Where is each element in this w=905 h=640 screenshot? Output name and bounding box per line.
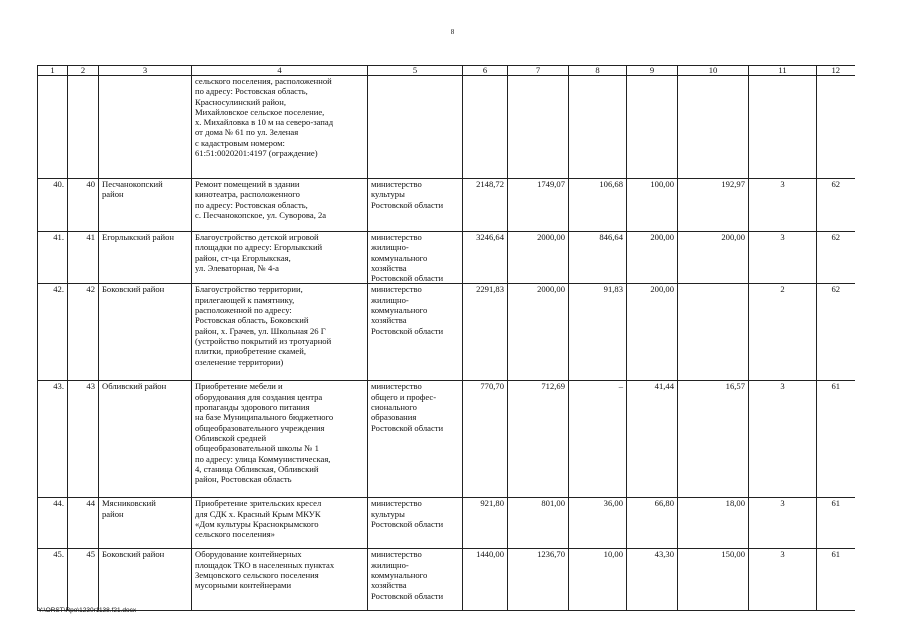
row-value-col9: 100,00	[627, 179, 678, 232]
row-value-col12: 61	[817, 381, 855, 498]
row-value-regional: 2000,00	[508, 232, 569, 284]
row-value-col11: 3	[749, 381, 817, 498]
row-value-col12: 61	[817, 549, 855, 611]
row-index: 44	[68, 498, 99, 549]
column-header: 10	[678, 66, 749, 76]
row-value-col10: 16,57	[678, 381, 749, 498]
table-row	[38, 179, 855, 232]
column-header: 7	[508, 66, 569, 76]
row-description: сельского поселения, расположенной по адресу: Ростовская область, Красносулинский район, Михайловское сельское поселение, х. Михайловка в 10 м на северо-запад от дома № 61 по ул. Зеленая с кадастровым номером: 61:51:0020201:4197 (ограждение)	[192, 76, 368, 179]
row-value-regional: 1236,70	[508, 549, 569, 611]
row-ministry: министерство жилищно- коммунального хозяйства Ростовской области	[368, 549, 463, 611]
file-path-footer: Y:\ORST\Rpo\1230r1138.f21.docx	[38, 607, 137, 614]
column-header: 1	[38, 66, 68, 76]
row-description: Приобретение зрительских кресел для СДК х. Красный Крым МКУК «Дом культуры Краснокрымского сельского поселения»	[192, 498, 368, 549]
row-index: 45	[68, 549, 99, 611]
row-value-total: 770,70	[463, 381, 508, 498]
row-index: 41	[68, 232, 99, 284]
row-value-col9: 66,80	[627, 498, 678, 549]
row-value-total: 2148,72	[463, 179, 508, 232]
row-district: Егорлыкский район	[99, 232, 192, 284]
row-ministry: министерство культуры Ростовской области	[368, 498, 463, 549]
row-value-local: 36,00	[569, 498, 627, 549]
table-row	[38, 232, 855, 284]
column-header: 2	[68, 66, 99, 76]
row-value-col11: 3	[749, 179, 817, 232]
row-value-local: 91,83	[569, 284, 627, 381]
row-description: Ремонт помещений в здании кинотеатра, расположенного по адресу: Ростовская область, с. Песчанокопское, ул. Суворова, 2а	[192, 179, 368, 232]
row-value-col10: 200,00	[678, 232, 749, 284]
row-value-local: 846,64	[569, 232, 627, 284]
row-value-regional: 2000,00	[508, 284, 569, 381]
row-number: 40.	[38, 179, 68, 232]
row-value-total: 3246,64	[463, 232, 508, 284]
row-value-col11: 3	[749, 549, 817, 611]
row-district: Боковский район	[99, 284, 192, 381]
row-ministry: министерство жилищно- коммунального хозяйства Ростовской области	[368, 232, 463, 284]
row-value-col10: 150,00	[678, 549, 749, 611]
row-number: 45.	[38, 549, 68, 611]
row-index: 40	[68, 179, 99, 232]
row-district: Песчанокопский район	[99, 179, 192, 232]
row-district: Мясниковский район	[99, 498, 192, 549]
row-value-col10: 192,97	[678, 179, 749, 232]
row-value-col10: 18,00	[678, 498, 749, 549]
row-number: 41.	[38, 232, 68, 284]
data-table	[37, 65, 855, 611]
row-description: Благоустройство территории, прилегающей к памятнику, расположенной по адресу: Ростовская область, Боковский район, х. Грачев, ул. Школьная 26 Г (устройство покрытий из тротуарной плитки, приобретение скамей, озеленение территории)	[192, 284, 368, 381]
row-description: Оборудование контейнерных площадок ТКО в населенных пунктах Земцовского сельского поселения мусорными контейнерами	[192, 549, 368, 611]
page-number: 8	[450, 28, 455, 36]
row-value-col12: 61	[817, 498, 855, 549]
column-header: 11	[749, 66, 817, 76]
row-district: Обливский район	[99, 381, 192, 498]
row-value-col10	[678, 284, 749, 381]
row-ministry: министерство общего и профес- сионального образования Ростовской области	[368, 381, 463, 498]
row-value-regional: 801,00	[508, 498, 569, 549]
table-row	[38, 498, 855, 549]
column-header: 4	[192, 66, 368, 76]
column-header: 9	[627, 66, 678, 76]
column-header: 5	[368, 66, 463, 76]
column-header: 8	[569, 66, 627, 76]
row-number: 44.	[38, 498, 68, 549]
row-ministry: министерство жилищно- коммунального хозяйства Ростовской области	[368, 284, 463, 381]
row-index: 42	[68, 284, 99, 381]
row-value-col9: 200,00	[627, 232, 678, 284]
row-value-total: 921,80	[463, 498, 508, 549]
row-value-col12: 62	[817, 284, 855, 381]
row-description: Благоустройство детской игровой площадки по адресу: Егорлыкский район, ст-ца Егорлыкская, ул. Элеваторная, № 4-а	[192, 232, 368, 284]
row-district: Боковский район	[99, 549, 192, 611]
row-value-regional: 1749,07	[508, 179, 569, 232]
column-header: 12	[817, 66, 855, 76]
row-ministry: министерство культуры Ростовской области	[368, 179, 463, 232]
row-index: 43	[68, 381, 99, 498]
table-row	[38, 284, 855, 381]
table-row	[38, 549, 855, 611]
column-header: 3	[99, 66, 192, 76]
row-value-local: –	[569, 381, 627, 498]
row-value-col12: 62	[817, 232, 855, 284]
row-value-col9: 200,00	[627, 284, 678, 381]
table-row	[38, 381, 855, 498]
row-value-total: 1440,00	[463, 549, 508, 611]
row-value-col11: 3	[749, 498, 817, 549]
row-number: 43.	[38, 381, 68, 498]
column-header: 6	[463, 66, 508, 76]
column-header-row	[38, 66, 855, 76]
row-value-col11: 3	[749, 232, 817, 284]
row-value-col11: 2	[749, 284, 817, 381]
row-number: 42.	[38, 284, 68, 381]
row-value-regional: 712,69	[508, 381, 569, 498]
continuation-row	[38, 76, 855, 179]
row-value-local: 106,68	[569, 179, 627, 232]
row-value-col9: 43,30	[627, 549, 678, 611]
row-value-total: 2291,83	[463, 284, 508, 381]
row-description: Приобретение мебели и оборудования для создания центра пропаганды здорового питания на базе Муниципального бюджетного общеобразовательного учреждения Обливской средней общеобразовательной школы № 1 по адресу: улица Коммунистическая, 4, станица Обливская, Обливский район, Ростовская область	[192, 381, 368, 498]
row-value-col9: 41,44	[627, 381, 678, 498]
row-value-local: 10,00	[569, 549, 627, 611]
row-value-col12: 62	[817, 179, 855, 232]
